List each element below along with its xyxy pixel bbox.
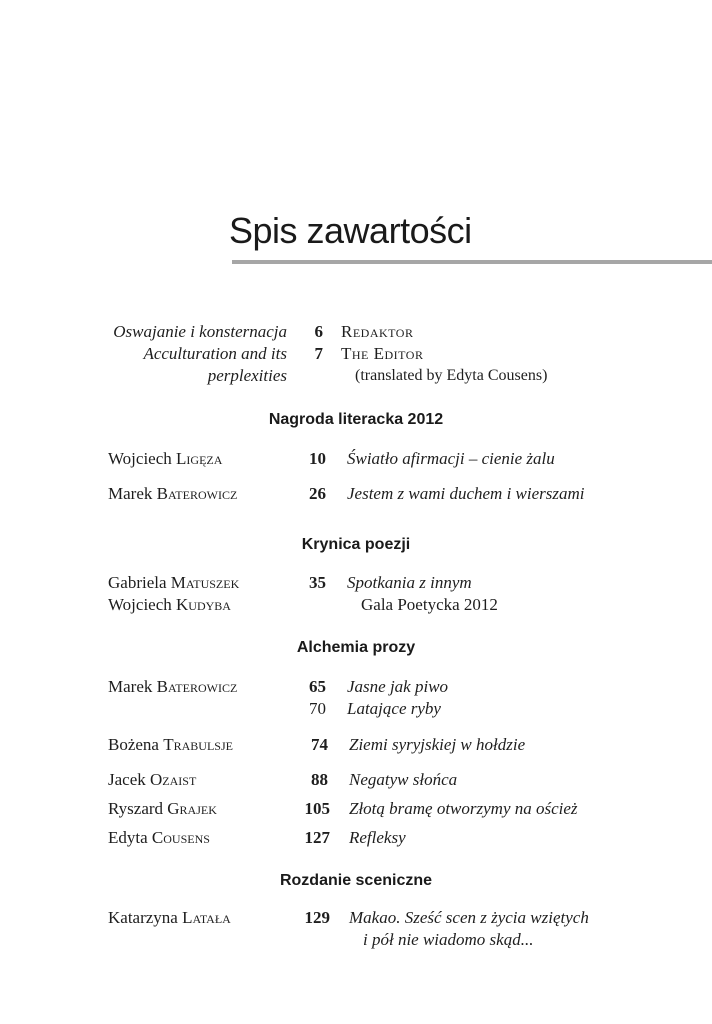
work-title: Jasne jak piwo [347, 677, 449, 696]
section-heading-alchemia: Alchemia prozy [296, 639, 416, 656]
author-name: Marek Baterowicz [108, 677, 238, 696]
page-number: 127 [304, 828, 330, 847]
author-name: Wojciech Kudyba [108, 595, 231, 614]
work-title: Spotkania z innym [347, 573, 472, 592]
intro-left-line-3: perplexities [207, 366, 287, 385]
work-title: Światło afirmacji – cienie żalu [347, 449, 555, 468]
author-name: Jacek Ozaist [108, 770, 197, 789]
author-name: Wojciech Ligęza [108, 449, 223, 468]
page-title: Spis zawartości [229, 210, 472, 251]
author-name: Ryszard Grajek [108, 799, 217, 818]
author-name: Gabriela Matuszek [108, 573, 240, 592]
page-number: 105 [304, 799, 330, 818]
page-number: 74 [311, 735, 328, 754]
author-name: Katarzyna Latała [108, 908, 231, 927]
work-title: Ziemi syryjskiej w hołdzie [349, 735, 526, 754]
work-title-continuation: i pół nie wiadomo skąd... [363, 930, 534, 949]
work-title: Latające ryby [347, 699, 441, 718]
page-number: 70 [309, 699, 326, 718]
intro-right-line-2: The Editor [341, 344, 424, 363]
page-number: 26 [309, 484, 326, 503]
work-title: Jestem z wami duchem i wierszami [347, 484, 585, 503]
intro-page-1: 6 [314, 322, 323, 341]
section-heading-rozdanie: Rozdanie sceniczne [279, 872, 433, 889]
page-number: 65 [309, 677, 326, 696]
author-name: Marek Baterowicz [108, 484, 238, 503]
page-number: 129 [304, 908, 330, 927]
work-title: Złotą bramę otworzymy na oścież [349, 799, 578, 818]
section-heading-krynica: Krynica poezji [301, 536, 411, 553]
intro-page-2: 7 [314, 344, 323, 363]
author-name: Edyta Cousens [108, 828, 210, 847]
intro-left-line-1: Oswajanie i konsternacja [113, 322, 287, 341]
page-number: 10 [309, 449, 326, 468]
title-rule [232, 260, 712, 264]
work-title: Refleksy [349, 828, 406, 847]
intro-right-line-1: Redaktor [341, 322, 414, 341]
author-name: Bożena Trabulsje [108, 735, 233, 754]
work-title: Negatyw słońca [349, 770, 458, 789]
section-heading-nagroda: Nagroda literacka 2012 [268, 411, 444, 428]
intro-translator-note: (translated by Edyta Cousens) [355, 367, 548, 384]
work-title: Makao. Sześć scen z życia wziętych [349, 908, 589, 927]
work-title: Gala Poetycka 2012 [361, 595, 498, 614]
page-number: 35 [309, 573, 326, 592]
intro-left-line-2: Acculturation and its [143, 344, 287, 363]
page-number: 88 [311, 770, 328, 789]
